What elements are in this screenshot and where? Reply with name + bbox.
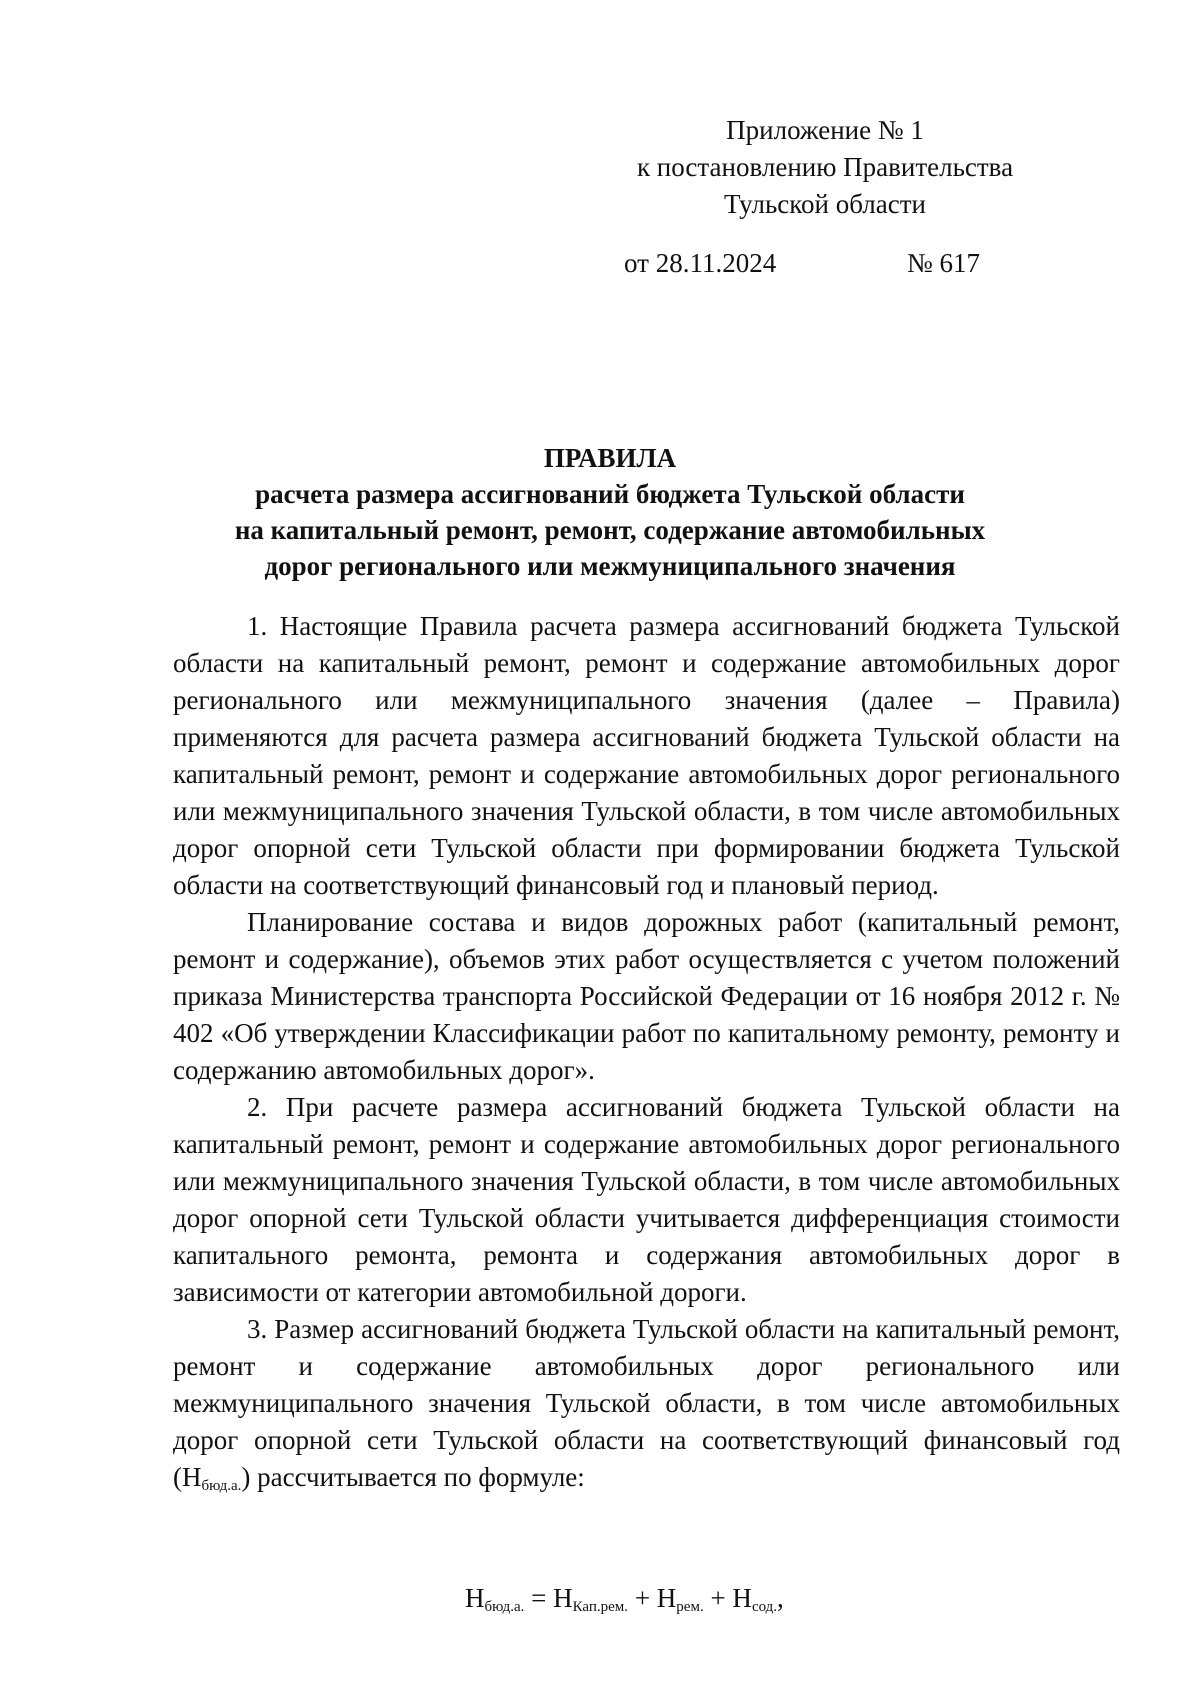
paragraph-4-text: 3. Размер ассигнований бюджета Тульской области на капитальный ремонт, ремонт и содержание автомобильных дорог регионального или межмуниципального значения Тульской области, в том числе автомобильных дорог опорной сети Тульской области на соответствующий финансовый год (173, 1314, 1120, 1455)
budget-formula (465, 1580, 784, 1617)
formula-term-1-subscript: Кап.рем. (572, 1599, 629, 1615)
title-line-2: на капитальный ремонт, ремонт, содержание автомобильных (234, 515, 986, 545)
paragraph-4-open: (Н (173, 1462, 202, 1492)
title-line-1: расчета размера ассигнований бюджета Тульской области (255, 479, 965, 509)
title-line-3: дорог регионального или межмуниципального значения (264, 551, 956, 581)
formula-equals: = Н (524, 1583, 573, 1613)
appendix-region: Тульской области (724, 189, 926, 219)
appendix-header (620, 112, 1030, 223)
resolution-date-row (624, 245, 994, 282)
document-body (173, 608, 1120, 1496)
appendix-resolution-ref: к постановлению Правительства (636, 152, 1014, 182)
formula-end: , (777, 1583, 784, 1613)
formula-term-2-subscript: рем. (676, 1599, 704, 1615)
resolution-number: № 617 (907, 248, 981, 278)
paragraph-4-tail: ) рассчитывается по формуле: (241, 1462, 585, 1492)
title-heading: ПРАВИЛА (543, 443, 677, 473)
paragraph-1: 1. Настоящие Правила расчета размера ассигнований бюджета Тульской области на капитальный ремонт, ремонт и содержание автомобильных дорог регионального или межмуниципального значения (далее – Правила) применяются для расчета размера ассигнований бюджета Тульской области на капитальный ремонт, ремонт и содержание автомобильных дорог регионального или межмуниципального значения Тульской области, в том числе автомобильных дорог опорной сети Тульской области при формировании бюджета Тульской области на соответствующий финансовый год и плановый период. (173, 611, 1120, 900)
formula-term-3-subscript: сод. (751, 1599, 778, 1615)
paragraph-4 (173, 1311, 1120, 1496)
paragraph-2: Планирование состава и видов дорожных работ (капитальный ремонт, ремонт и содержание), объемов этих работ осуществляется с учетом положений приказа Министерства транспорта Российской Федерации от 16 ноября 2012 г. № 402 «Об утверждении Классификации работ по капитальному ремонту, ремонту и содержанию автомобильных дорог». (173, 907, 1120, 1085)
formula-lhs-subscript: бюд.а. (484, 1599, 525, 1615)
formula-lhs: Н (465, 1583, 485, 1613)
document-title (180, 440, 1040, 584)
appendix-number: Приложение № 1 (726, 115, 924, 145)
resolution-date: от 28.11.2024 (624, 248, 777, 278)
formula-plus-1: + Н (628, 1583, 677, 1613)
paragraph-4-subscript: бюд.а. (201, 1478, 242, 1494)
paragraph-3: 2. При расчете размера ассигнований бюджета Тульской области на капитальный ремонт, ремонт и содержание автомобильных дорог регионального или межмуниципального значения Тульской области, в том числе автомобильных дорог опорной сети Тульской области учитывается дифференциация стоимости капитального ремонта, ремонта и содержания автомобильных дорог в зависимости от категории автомобильной дороги. (173, 1092, 1120, 1307)
formula-plus-2: + Н (703, 1583, 752, 1613)
